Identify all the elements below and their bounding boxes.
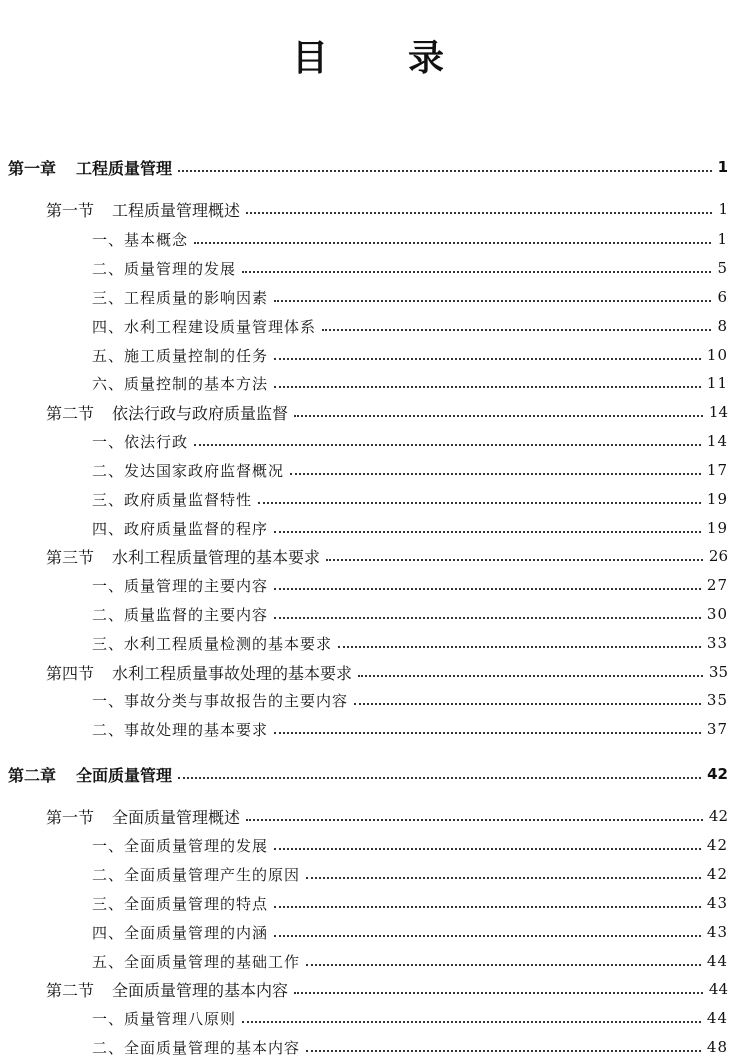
section-title bbox=[46, 661, 352, 684]
item-entry[interactable] bbox=[92, 949, 728, 973]
item-text: 二、质量监督的主要内容 bbox=[92, 605, 269, 624]
page-number: 27 bbox=[706, 576, 728, 594]
dot-leader bbox=[274, 531, 701, 533]
item-title bbox=[92, 633, 332, 654]
page-number: 43 bbox=[706, 923, 728, 941]
dot-leader bbox=[178, 170, 712, 172]
item-text: 一、事故分类与事故报告的主要内容 bbox=[92, 691, 349, 710]
section-text: 全面质量管理的基本内容 bbox=[112, 980, 289, 1000]
dot-leader bbox=[274, 588, 701, 590]
dot-leader bbox=[194, 242, 711, 244]
item-entry[interactable] bbox=[92, 487, 728, 511]
page-number: 19 bbox=[706, 490, 728, 508]
section-text: 全面质量管理概述 bbox=[112, 807, 241, 827]
chapter-entry[interactable] bbox=[8, 762, 728, 786]
section-entry[interactable] bbox=[46, 400, 728, 424]
page-number: 35 bbox=[706, 691, 728, 709]
dot-leader bbox=[306, 964, 701, 966]
dot-leader bbox=[274, 617, 701, 619]
item-title bbox=[92, 431, 188, 452]
page-number: 6 bbox=[717, 288, 728, 306]
dot-leader bbox=[242, 1021, 701, 1023]
item-text: 五、施工质量控制的任务 bbox=[92, 346, 269, 365]
item-entry[interactable] bbox=[92, 833, 728, 857]
chapter-number: 第二章 bbox=[8, 765, 57, 785]
dot-leader bbox=[294, 415, 703, 417]
item-title bbox=[92, 229, 188, 250]
dot-leader bbox=[258, 502, 701, 504]
dot-leader bbox=[178, 777, 701, 779]
dot-leader bbox=[274, 300, 711, 302]
item-entry[interactable] bbox=[92, 227, 728, 251]
section-number: 第四节 bbox=[46, 663, 95, 683]
page-number: 42 bbox=[706, 865, 728, 883]
section-text: 水利工程质量事故处理的基本要求 bbox=[112, 663, 353, 683]
page-number: 10 bbox=[706, 346, 728, 364]
section-text: 依法行政与政府质量监督 bbox=[112, 403, 289, 423]
page-number: 35 bbox=[708, 663, 728, 681]
item-text: 五、全面质量管理的基础工作 bbox=[92, 952, 301, 971]
page-number: 1 bbox=[718, 200, 728, 218]
dot-leader bbox=[274, 848, 701, 850]
dot-leader bbox=[274, 386, 701, 388]
item-text: 三、工程质量的影响因素 bbox=[92, 288, 269, 307]
item-title bbox=[92, 460, 284, 481]
item-entry[interactable] bbox=[92, 862, 728, 886]
item-title bbox=[92, 835, 268, 856]
page-number: 17 bbox=[706, 461, 728, 479]
dot-leader bbox=[358, 675, 703, 677]
item-entry[interactable] bbox=[92, 688, 728, 712]
page-number: 37 bbox=[706, 720, 728, 738]
page-number: 8 bbox=[717, 317, 728, 335]
dot-leader bbox=[306, 1050, 701, 1052]
item-entry[interactable] bbox=[92, 602, 728, 626]
item-text: 三、全面质量管理的特点 bbox=[92, 894, 269, 913]
item-title bbox=[92, 922, 268, 943]
page-number: 14 bbox=[708, 403, 728, 421]
page-number: 42 bbox=[707, 765, 728, 783]
item-entry[interactable] bbox=[92, 429, 728, 453]
item-entry[interactable] bbox=[92, 1035, 728, 1059]
section-entry[interactable] bbox=[46, 660, 728, 684]
page-number: 1 bbox=[717, 158, 728, 176]
chapter-text: 工程质量管理 bbox=[76, 158, 173, 178]
item-entry[interactable] bbox=[92, 920, 728, 944]
page-number: 26 bbox=[708, 547, 728, 565]
item-title bbox=[92, 489, 252, 510]
item-text: 一、依法行政 bbox=[92, 432, 189, 451]
page-number: 44 bbox=[706, 1009, 728, 1027]
page-number: 14 bbox=[706, 432, 728, 450]
page-number: 44 bbox=[708, 980, 728, 998]
item-entry[interactable] bbox=[92, 371, 728, 395]
section-number: 第二节 bbox=[46, 403, 95, 423]
dot-leader bbox=[194, 444, 701, 446]
page-number: 48 bbox=[706, 1038, 728, 1056]
page-number: 43 bbox=[706, 894, 728, 912]
item-title bbox=[92, 864, 300, 885]
chapter-number: 第一章 bbox=[8, 158, 57, 178]
item-text: 一、质量管理的主要内容 bbox=[92, 576, 269, 595]
dot-leader bbox=[242, 271, 711, 273]
chapter-title bbox=[8, 156, 172, 179]
dot-leader bbox=[326, 559, 703, 561]
item-entry[interactable] bbox=[92, 285, 728, 309]
item-title bbox=[92, 690, 348, 711]
item-title bbox=[92, 604, 268, 625]
item-entry[interactable] bbox=[92, 573, 728, 597]
item-title bbox=[92, 951, 300, 972]
item-title bbox=[92, 575, 268, 596]
page-number: 19 bbox=[706, 519, 728, 537]
dot-leader bbox=[290, 473, 701, 475]
page-number: 1 bbox=[717, 230, 728, 248]
section-title bbox=[46, 545, 320, 568]
dot-leader bbox=[274, 935, 701, 937]
dot-leader bbox=[294, 992, 703, 994]
section-entry[interactable] bbox=[46, 544, 728, 568]
section-title bbox=[46, 198, 240, 221]
dot-leader bbox=[338, 646, 701, 648]
item-entry[interactable] bbox=[92, 891, 728, 915]
dot-leader bbox=[354, 703, 701, 705]
item-text: 一、全面质量管理的发展 bbox=[92, 836, 269, 855]
page-number: 42 bbox=[706, 836, 728, 854]
page-number: 42 bbox=[708, 807, 728, 825]
item-entry[interactable] bbox=[92, 631, 728, 655]
page-number: 44 bbox=[706, 952, 728, 970]
item-text: 一、质量管理八原则 bbox=[92, 1009, 237, 1028]
page-number: 11 bbox=[706, 374, 728, 392]
dot-leader bbox=[246, 819, 703, 821]
item-title bbox=[92, 1037, 300, 1058]
title-char-2: 录 bbox=[408, 37, 447, 79]
item-title bbox=[92, 518, 268, 539]
item-text: 三、政府质量监督特性 bbox=[92, 490, 253, 509]
title-char-1: 目 bbox=[292, 37, 331, 79]
section-title bbox=[46, 401, 288, 424]
chapter-text: 全面质量管理 bbox=[76, 765, 173, 785]
section-number: 第二节 bbox=[46, 980, 95, 1000]
section-entry[interactable] bbox=[46, 197, 728, 221]
item-title bbox=[92, 719, 268, 740]
chapter-entry[interactable] bbox=[8, 155, 728, 179]
item-text: 二、全面质量管理产生的原因 bbox=[92, 865, 301, 884]
dot-leader bbox=[246, 212, 712, 214]
section-title bbox=[46, 805, 240, 828]
item-entry[interactable] bbox=[92, 314, 728, 338]
section-number: 第三节 bbox=[46, 547, 95, 567]
item-title bbox=[92, 893, 268, 914]
dot-leader bbox=[306, 877, 701, 879]
item-entry[interactable] bbox=[92, 256, 728, 280]
item-text: 六、质量控制的基本方法 bbox=[92, 374, 269, 393]
item-entry[interactable] bbox=[92, 458, 728, 482]
section-number: 第一节 bbox=[46, 807, 95, 827]
section-text: 工程质量管理概述 bbox=[112, 200, 241, 220]
item-title bbox=[92, 316, 316, 337]
dot-leader bbox=[274, 358, 701, 360]
page-number: 5 bbox=[717, 259, 728, 277]
item-title bbox=[92, 287, 268, 308]
item-title bbox=[92, 373, 268, 394]
chapter-title bbox=[8, 763, 172, 786]
section-title bbox=[46, 978, 288, 1001]
section-entry[interactable] bbox=[46, 804, 728, 828]
item-text: 二、质量管理的发展 bbox=[92, 259, 237, 278]
dot-leader bbox=[322, 329, 711, 331]
item-text: 二、发达国家政府监督概况 bbox=[92, 461, 285, 480]
item-entry[interactable] bbox=[92, 516, 728, 540]
item-text: 一、基本概念 bbox=[92, 230, 189, 249]
item-text: 三、水利工程质量检测的基本要求 bbox=[92, 634, 333, 653]
item-text: 四、水利工程建设质量管理体系 bbox=[92, 317, 317, 336]
item-text: 四、全面质量管理的内涵 bbox=[92, 923, 269, 942]
item-title bbox=[92, 258, 236, 279]
item-text: 二、事故处理的基本要求 bbox=[92, 720, 269, 739]
item-entry[interactable] bbox=[92, 1006, 728, 1030]
item-text: 二、全面质量管理的基本内容 bbox=[92, 1038, 301, 1057]
page-number: 33 bbox=[706, 634, 728, 652]
section-number: 第一节 bbox=[46, 200, 95, 220]
page-number: 30 bbox=[706, 605, 728, 623]
item-entry[interactable] bbox=[92, 343, 728, 367]
section-text: 水利工程质量管理的基本要求 bbox=[112, 547, 321, 567]
item-text: 四、政府质量监督的程序 bbox=[92, 519, 269, 538]
dot-leader bbox=[274, 906, 701, 908]
dot-leader bbox=[274, 732, 701, 734]
item-entry[interactable] bbox=[92, 717, 728, 741]
item-title bbox=[92, 345, 268, 366]
section-entry[interactable] bbox=[46, 977, 728, 1001]
item-title bbox=[92, 1008, 236, 1029]
